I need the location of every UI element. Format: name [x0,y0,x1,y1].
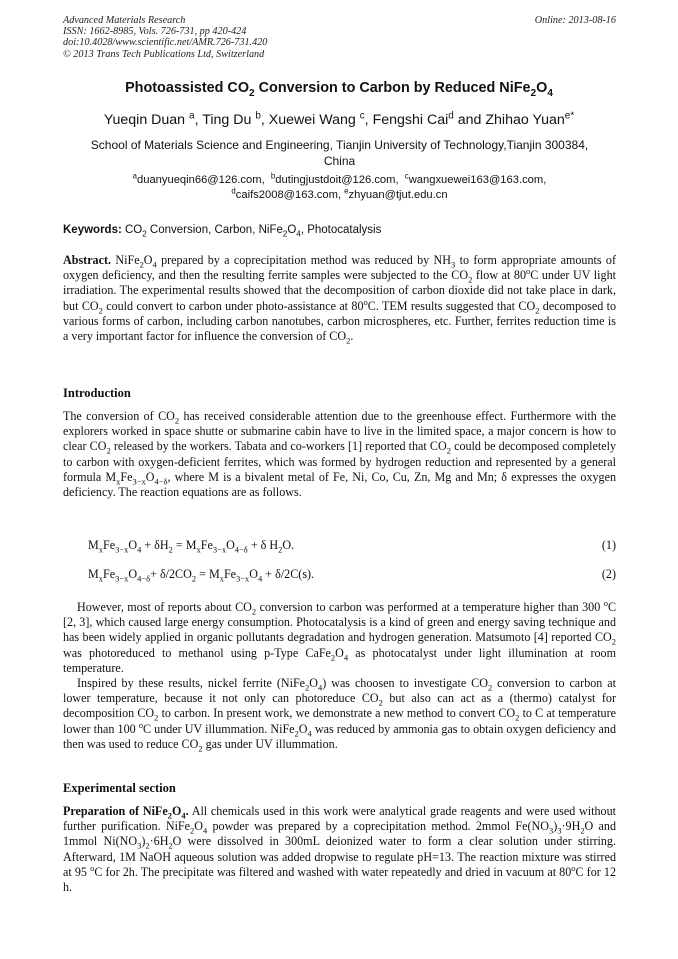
keywords-label: Keywords: [63,224,122,236]
journal-doi: doi:10.4028/www.scientific.net/AMR.726-731.420 [63,37,268,49]
journal-header [63,15,616,60]
affiliation: School of Materials Science and Engineering, Tianjin University of Technology,Tianjin 300384, China [90,138,589,168]
author-name: Ting Du [202,112,252,128]
journal-name: Advanced Materials Research [63,15,186,26]
section-heading-experimental: Experimental section [63,781,176,795]
email-list: $^a$duanyueqin66@126.com, $^b$dutingjustdoit@126.com, $^c$wangxuewei163@163.com, $^d$caifs2008@163.com, $^e$zhyuan@tjut.edu.cn [132,171,547,201]
email-link[interactable]: caifs2008@163.com, [235,188,342,201]
email-link[interactable]: duanyueqin66@126.com, [137,174,265,186]
author-name: Yueqin Duan [103,112,186,128]
author-name: Zhihao Yuan [485,112,565,128]
keywords: Keywords: $CO_2$ Conversion, Carbon, $NiFe_2O_4$, Photocatalysis [63,224,382,239]
experimental-paragraph: Preparation of $NiFe_2O_4$. All chemicals used in this work were analytical grade reagents and were used without further purification. $NiFe_2O_4$ powder was prepared by a coprecipitation method. 2mmol $Fe(NO_3)_3\cdot 9H_2O$ and 1mmol $Ni(NO_3)_2\cdot 6H_2O$ were dissolved in 300mL deionized water to form a clear solution under stirring. Afterward, 1M NaOH aqueous solution was added dropwise to regulate pH=13. The reaction mixture was stirred at 95 $^o$C for 2h. The precipitate was filtered and washed with water repeatedly and dried in vacuum at 80$^o$C for 12 h. [63,804,617,895]
equation-number: (2) [601,567,616,581]
introduction-paragraph: The conversion of $CO_2$ has received considerable attention due to the greenhouse effect. Furthermore with the explorers worked in space shutte or submarine cabin have to live in the limited space, a major concern is how to clear $CO_2$ released by the workers. Tabata and co-workers [1] reported that $CO_2$ could be decomposed completely to carbon with oxygen-deficient ferrites, which was formed by hydrogen reduction and represented by a general formula $M_xFe_{3-x}O_{4-\delta}$, where M is a bivalent metal of Fe, Ni, Co, Cu, Zn, Mg and Mn; δ expresses the oxygen deficiency. The reaction equations are as follows. [63,409,617,500]
journal-copyright: © 2013 Trans Tech Publications Ltd, Switzerland [63,48,265,60]
author-name: Xuewei Wang [268,112,356,128]
abstract-label: Abstract. [63,253,112,267]
equation-2: $M_xFe_{3-x}O_{4-\delta}+ \delta/2CO_2 = M_xFe_{3-x}O_4 + \delta/2C(s)$. (2) [88,567,616,584]
author-name: Fengshi Cai [372,112,449,128]
section-heading-introduction: Introduction [63,386,131,400]
paper-title: Photoassisted $CO_2$ Conversion to Carbon by Reduced $NiFe_2O_4$ [125,80,553,99]
email-link[interactable]: zhyuan@tjut.edu.cn [348,188,448,201]
author-list: Yueqin Duan $^a$, Ting Du $^b$, Xuewei Wang $^c$, Fengshi Cai$^d$ and Zhihao Yuan$^{e*}$ [103,110,575,128]
email-link[interactable]: dutingjustdoit@126.com, [275,174,399,186]
equation-1: $M_xFe_{3-x}O_4 + \delta H_2 = M_xFe_{3-x}O_{4-\delta} + \delta$ $H_2O$. (1) [88,538,616,555]
equation-number: (1) [601,538,616,552]
abstract: Abstract. $NiFe_2O_4$ prepared by a coprecipitation method was reduced by $NH_3$ to form appropriate amounts of oxygen deficiency, and then the resulting ferrite samples were subjected to the $CO_2$ flow at 80$^o$C under UV light irradiation. The experimental results showed that the decomposition of carbon dioxide did not take place in dark, but $CO_2$ could convert to carbon under photo-assistance at 80$^o$C. TEM results suggested that $CO_2$ decomposed to various forms of carbon, including carbon nanotubes, carbon microspheres, etc. Further, ferrites reduction time is a very important factor for influence the conversion of $CO_2$. [63,253,617,346]
body-paragraph: However, most of reports about $CO_2$ conversion to carbon was performed at a temperature higher than 300 $^o$C [2, 3], which caused large energy consumption. Photocatalysis is a kind of green and energy saving technique and has been widely applied in organic pollutants degradation and hydrogen generation. Matsumoto [4] reported $CO_2$ was photoreduced to methanol using p-Type $CaFe_2O_4$ as photocatalyst under light illumination at room temperature. Inspired by these results, nickel ferrite $(NiFe_2O_4)$ was choosen to investigate $CO_2$ conversion to carbon at lower temperature, because it not only can photoreduce $CO_2$ but also can act as a (thermo) catalyst for decomposition $CO_2$ to carbon. In present work, we demonstrate a new method to convert $CO_2$ to C at temperature lower than 100 $^o$C under UV illummation. $NiFe_2O_4$ was reduced by ammonia gas to obtain oxygen deficiency and then was used to reduce $CO_2$ gas under UV illummation. [63,597,617,754]
journal-issn: ISSN: 1662-8985, Vols. 726-731, pp 420-424 [63,26,247,38]
online-date: Online: 2013-08-16 [534,15,616,26]
subsection-label: Preparation of $NiFe_2O_4$. [63,804,189,821]
email-link[interactable]: wangxuewei163@163.com, [408,174,547,186]
